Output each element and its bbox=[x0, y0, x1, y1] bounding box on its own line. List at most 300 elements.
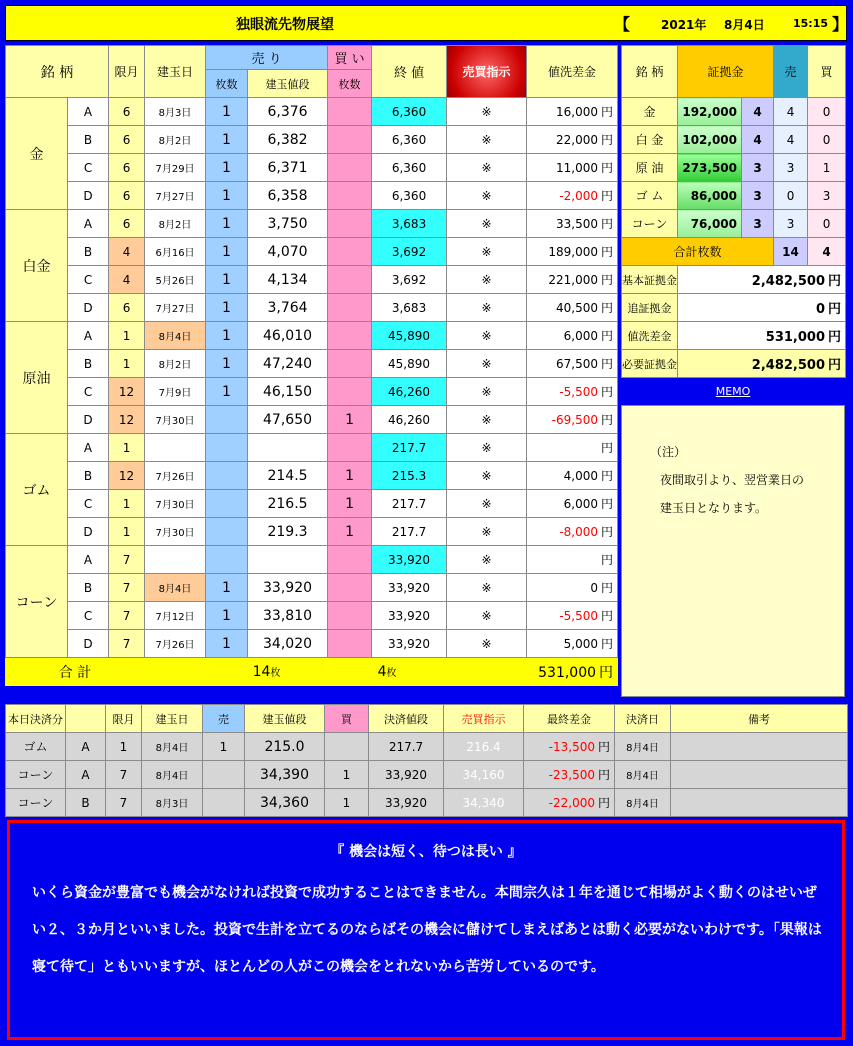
settle-open-price: 215.0 bbox=[245, 733, 325, 761]
margin-total-sell: 14 bbox=[774, 238, 808, 266]
margin-sell: 3 bbox=[774, 210, 808, 238]
contract-key: A bbox=[68, 210, 109, 238]
buy-qty bbox=[328, 574, 372, 602]
open-price: 3,764 bbox=[248, 294, 328, 322]
close-price: 46,260 bbox=[372, 378, 447, 406]
settle-final-value: -13,500 bbox=[548, 740, 595, 754]
settle-hdr-sprice: 決済値段 bbox=[369, 705, 444, 733]
margin-summary-row bbox=[622, 266, 846, 294]
contract-key: A bbox=[68, 546, 109, 574]
table-row bbox=[6, 546, 618, 574]
total-sell-unit: 枚 bbox=[270, 667, 281, 679]
close-price: 3,692 bbox=[372, 266, 447, 294]
total-diff-value: 531,000 bbox=[538, 664, 597, 681]
memo-line: 建玉日となります。 bbox=[660, 501, 768, 515]
table-row bbox=[6, 98, 618, 126]
diff-cell bbox=[527, 210, 618, 238]
summary-label: 基本証拠金 bbox=[622, 266, 678, 294]
sell-qty bbox=[206, 490, 248, 518]
margin-sell: 4 bbox=[774, 126, 808, 154]
yen-unit: 円 bbox=[828, 302, 842, 317]
sell-qty: 1 bbox=[206, 378, 248, 406]
close-price: 6,360 bbox=[372, 126, 447, 154]
settle-month: 7 bbox=[106, 789, 142, 817]
buy-qty bbox=[328, 350, 372, 378]
margin-qty: 4 bbox=[742, 126, 774, 154]
table-row bbox=[6, 434, 618, 462]
diff-value: 11,000 bbox=[556, 161, 599, 175]
margin-qty: 3 bbox=[742, 182, 774, 210]
contract-key: D bbox=[68, 294, 109, 322]
margin-qty: 3 bbox=[742, 210, 774, 238]
table-row bbox=[6, 182, 618, 210]
close-price: 33,920 bbox=[372, 574, 447, 602]
table-row bbox=[6, 126, 618, 154]
table-row bbox=[6, 490, 618, 518]
margin-hdr-sell: 売 bbox=[774, 46, 808, 98]
contract-key: B bbox=[68, 350, 109, 378]
sell-qty bbox=[206, 462, 248, 490]
diff-cell bbox=[527, 574, 618, 602]
close-price: 3,683 bbox=[372, 210, 447, 238]
diff-cell bbox=[527, 322, 618, 350]
open-price: 6,358 bbox=[248, 182, 328, 210]
table-row bbox=[6, 378, 618, 406]
instruction-mark: ※ bbox=[447, 518, 527, 546]
settle-month: 7 bbox=[106, 761, 142, 789]
settle-open-price: 34,390 bbox=[245, 761, 325, 789]
contract-month: 1 bbox=[109, 518, 145, 546]
yen-unit: 円 bbox=[828, 358, 842, 373]
instruction-mark: ※ bbox=[447, 434, 527, 462]
hdr-month: 限月 bbox=[109, 46, 145, 98]
diff-cell bbox=[527, 406, 618, 434]
open-price: 46,010 bbox=[248, 322, 328, 350]
instruction-mark: ※ bbox=[447, 462, 527, 490]
sell-qty: 1 bbox=[206, 574, 248, 602]
contract-month: 12 bbox=[109, 462, 145, 490]
margin-row bbox=[622, 98, 846, 126]
close-price: 33,920 bbox=[372, 630, 447, 658]
margin-brand: 白 金 bbox=[622, 126, 678, 154]
settle-buy: 1 bbox=[325, 761, 369, 789]
close-price: 6,360 bbox=[372, 154, 447, 182]
diff-value: -5,500 bbox=[559, 609, 599, 623]
diff-value: 4,000 bbox=[563, 469, 599, 483]
margin-row bbox=[622, 182, 846, 210]
yen-unit: 円 bbox=[601, 329, 614, 343]
contract-month: 1 bbox=[109, 490, 145, 518]
diff-value: 22,000 bbox=[556, 133, 599, 147]
total-spacer-2 bbox=[447, 658, 527, 686]
contract-month: 7 bbox=[109, 602, 145, 630]
settle-instruction: 34,340 bbox=[444, 789, 524, 817]
contract-month: 6 bbox=[109, 210, 145, 238]
settle-key: B bbox=[66, 789, 106, 817]
hdr-sell-qty: 枚数 bbox=[206, 70, 248, 98]
buy-qty bbox=[328, 602, 372, 630]
settle-open-price: 34,360 bbox=[245, 789, 325, 817]
table-row bbox=[6, 266, 618, 294]
yen-unit: 円 bbox=[597, 768, 610, 782]
open-price: 33,810 bbox=[248, 602, 328, 630]
table-row bbox=[6, 294, 618, 322]
summary-value bbox=[678, 294, 846, 322]
margin-brand: ゴ ム bbox=[622, 182, 678, 210]
open-date: 7月30日 bbox=[145, 406, 206, 434]
yen-unit: 円 bbox=[601, 217, 614, 231]
summary-amount: 0 bbox=[815, 302, 825, 317]
diff-value: 5,000 bbox=[563, 637, 599, 651]
commodity-name: 原油 bbox=[6, 322, 68, 434]
margin-hdr-margin: 証拠金 bbox=[678, 46, 774, 98]
open-date: 7月29日 bbox=[145, 154, 206, 182]
contract-month: 7 bbox=[109, 630, 145, 658]
buy-qty bbox=[328, 378, 372, 406]
settle-open-date: 8月4日 bbox=[142, 733, 203, 761]
instruction-mark: ※ bbox=[447, 630, 527, 658]
contract-month: 4 bbox=[109, 238, 145, 266]
settle-row bbox=[6, 789, 848, 817]
hdr-buy-qty: 枚数 bbox=[328, 70, 372, 98]
margin-buy: 0 bbox=[808, 98, 846, 126]
table-row bbox=[6, 602, 618, 630]
margin-sell: 0 bbox=[774, 182, 808, 210]
bracket-close: 】 bbox=[832, 15, 849, 34]
contract-month: 12 bbox=[109, 378, 145, 406]
margin-hdr-brand: 銘 柄 bbox=[622, 46, 678, 98]
settle-hdr-title: 本日決済分 bbox=[6, 705, 66, 733]
settle-sell bbox=[203, 761, 245, 789]
open-price: 219.3 bbox=[248, 518, 328, 546]
memo-line: 夜間取引より、翌営業日の bbox=[660, 473, 805, 487]
margin-total-row bbox=[622, 238, 846, 266]
summary-label: 追証拠金 bbox=[622, 294, 678, 322]
open-price: 47,240 bbox=[248, 350, 328, 378]
table-row bbox=[6, 406, 618, 434]
diff-value: 189,000 bbox=[548, 245, 599, 259]
settle-note bbox=[671, 789, 848, 817]
margin-brand: 金 bbox=[622, 98, 678, 126]
buy-qty bbox=[328, 630, 372, 658]
contract-month: 6 bbox=[109, 294, 145, 322]
close-price: 217.7 bbox=[372, 434, 447, 462]
sell-qty: 1 bbox=[206, 266, 248, 294]
open-date: 7月30日 bbox=[145, 490, 206, 518]
margin-qty: 3 bbox=[742, 154, 774, 182]
hdr-sell: 売 り bbox=[206, 46, 328, 70]
diff-value: -69,500 bbox=[551, 413, 599, 427]
close-price: 217.7 bbox=[372, 518, 447, 546]
total-spacer bbox=[145, 658, 206, 686]
open-date: 7月12日 bbox=[145, 602, 206, 630]
settle-hdr-sdate: 決済日 bbox=[615, 705, 671, 733]
diff-cell bbox=[527, 434, 618, 462]
contract-month: 6 bbox=[109, 182, 145, 210]
settle-final-value: -22,000 bbox=[548, 796, 595, 810]
instruction-mark: ※ bbox=[447, 350, 527, 378]
contract-key: C bbox=[68, 266, 109, 294]
date-year: 2021年 bbox=[661, 18, 707, 32]
buy-qty bbox=[328, 546, 372, 574]
settle-price: 217.7 bbox=[369, 733, 444, 761]
margin-total-buy: 4 bbox=[808, 238, 846, 266]
margin-row bbox=[622, 126, 846, 154]
instruction-mark: ※ bbox=[447, 378, 527, 406]
hdr-buy: 買 い bbox=[328, 46, 372, 70]
settle-final bbox=[524, 789, 615, 817]
settle-open-date: 8月4日 bbox=[142, 761, 203, 789]
open-date: 7月27日 bbox=[145, 294, 206, 322]
yen-unit: 円 bbox=[601, 245, 614, 259]
margin-total-label: 合計枚数 bbox=[622, 238, 774, 266]
settle-hdr-buy: 買 bbox=[325, 705, 369, 733]
open-date: 8月3日 bbox=[145, 98, 206, 126]
buy-qty bbox=[328, 322, 372, 350]
summary-amount: 2,482,500 bbox=[751, 358, 825, 373]
settle-hdr-month: 限月 bbox=[106, 705, 142, 733]
yen-unit: 円 bbox=[601, 133, 614, 147]
settle-final bbox=[524, 761, 615, 789]
summary-amount: 531,000 bbox=[765, 330, 825, 345]
contract-key: B bbox=[68, 238, 109, 266]
open-price: 6,382 bbox=[248, 126, 328, 154]
diff-cell bbox=[527, 182, 618, 210]
open-price: 216.5 bbox=[248, 490, 328, 518]
diff-cell bbox=[527, 546, 618, 574]
settle-brand: コーン bbox=[6, 789, 66, 817]
instruction-mark: ※ bbox=[447, 154, 527, 182]
yen-unit: 円 bbox=[601, 497, 614, 511]
open-date: 8月2日 bbox=[145, 126, 206, 154]
diff-cell bbox=[527, 518, 618, 546]
contract-month: 4 bbox=[109, 266, 145, 294]
margin-summary-row bbox=[622, 322, 846, 350]
settle-date: 8月4日 bbox=[615, 733, 671, 761]
quote-box bbox=[7, 820, 845, 1040]
open-date: 5月26日 bbox=[145, 266, 206, 294]
settle-final bbox=[524, 733, 615, 761]
total-row bbox=[6, 658, 618, 686]
contract-key: C bbox=[68, 490, 109, 518]
sell-qty: 1 bbox=[206, 602, 248, 630]
diff-cell bbox=[527, 630, 618, 658]
settle-buy bbox=[325, 733, 369, 761]
diff-value: 40,500 bbox=[556, 301, 599, 315]
table-row bbox=[6, 238, 618, 266]
total-buy-value: 4 bbox=[377, 663, 387, 680]
instruction-mark: ※ bbox=[447, 98, 527, 126]
margin-brand: コーン bbox=[622, 210, 678, 238]
settle-price: 33,920 bbox=[369, 789, 444, 817]
contract-key: B bbox=[68, 126, 109, 154]
open-date: 7月9日 bbox=[145, 378, 206, 406]
sell-qty: 1 bbox=[206, 98, 248, 126]
commodity-name: ゴム bbox=[6, 434, 68, 546]
yen-unit: 円 bbox=[597, 796, 610, 810]
contract-key: D bbox=[68, 406, 109, 434]
open-price bbox=[248, 434, 328, 462]
hdr-date: 建玉日 bbox=[145, 46, 206, 98]
instruction-mark: ※ bbox=[447, 126, 527, 154]
buy-qty bbox=[328, 434, 372, 462]
hdr-close: 終 値 bbox=[372, 46, 447, 98]
yen-unit: 円 bbox=[601, 525, 614, 539]
yen-unit: 円 bbox=[828, 330, 842, 345]
sell-qty: 1 bbox=[206, 126, 248, 154]
hdr-diff: 値洗差金 bbox=[527, 46, 618, 98]
buy-qty: 1 bbox=[328, 518, 372, 546]
diff-cell bbox=[527, 154, 618, 182]
settle-hdr-date: 建玉日 bbox=[142, 705, 203, 733]
contract-key: C bbox=[68, 378, 109, 406]
open-price: 3,750 bbox=[248, 210, 328, 238]
date-monthday: 8月4日 bbox=[724, 18, 765, 32]
sell-qty: 1 bbox=[206, 322, 248, 350]
settle-month: 1 bbox=[106, 733, 142, 761]
margin-amount: 76,000 bbox=[678, 210, 742, 238]
margin-amount: 86,000 bbox=[678, 182, 742, 210]
sell-qty bbox=[206, 546, 248, 574]
buy-qty bbox=[328, 126, 372, 154]
diff-cell bbox=[527, 490, 618, 518]
open-price: 34,020 bbox=[248, 630, 328, 658]
instruction-mark: ※ bbox=[447, 406, 527, 434]
table-row bbox=[6, 210, 618, 238]
open-price: 6,371 bbox=[248, 154, 328, 182]
yen-unit: 円 bbox=[601, 301, 614, 315]
summary-value bbox=[678, 350, 846, 378]
settle-brand: ゴム bbox=[6, 733, 66, 761]
contract-month: 6 bbox=[109, 126, 145, 154]
memo-panel bbox=[621, 405, 845, 697]
settle-instruction: 34,160 bbox=[444, 761, 524, 789]
diff-cell bbox=[527, 266, 618, 294]
sell-qty: 1 bbox=[206, 238, 248, 266]
contract-key: D bbox=[68, 182, 109, 210]
diff-value: 33,500 bbox=[556, 217, 599, 231]
table-row bbox=[6, 518, 618, 546]
positions-table bbox=[5, 45, 618, 686]
settle-hdr-note: 備考 bbox=[671, 705, 848, 733]
open-price: 4,070 bbox=[248, 238, 328, 266]
close-price: 3,692 bbox=[372, 238, 447, 266]
open-date: 6月16日 bbox=[145, 238, 206, 266]
buy-qty bbox=[328, 238, 372, 266]
contract-key: C bbox=[68, 154, 109, 182]
table-row bbox=[6, 462, 618, 490]
hdr-brand: 銘 柄 bbox=[6, 46, 109, 98]
open-date: 7月27日 bbox=[145, 182, 206, 210]
title-bar bbox=[5, 5, 847, 41]
margin-amount: 273,500 bbox=[678, 154, 742, 182]
settle-hdr-final: 最終差金 bbox=[524, 705, 615, 733]
table-row bbox=[6, 574, 618, 602]
instruction-mark: ※ bbox=[447, 602, 527, 630]
sell-qty: 1 bbox=[206, 210, 248, 238]
instruction-mark: ※ bbox=[447, 546, 527, 574]
open-date bbox=[145, 434, 206, 462]
buy-qty bbox=[328, 154, 372, 182]
contract-key: D bbox=[68, 518, 109, 546]
quote-title: 『 機会は短く、待つは長い 』 bbox=[330, 844, 522, 860]
margin-amount: 102,000 bbox=[678, 126, 742, 154]
diff-value: 0 bbox=[590, 581, 599, 595]
open-date: 8月2日 bbox=[145, 210, 206, 238]
settlement-table bbox=[5, 704, 848, 817]
summary-amount: 2,482,500 bbox=[751, 274, 825, 289]
commodity-name: 白金 bbox=[6, 210, 68, 322]
contract-month: 1 bbox=[109, 322, 145, 350]
yen-unit: 円 bbox=[601, 637, 614, 651]
instruction-mark: ※ bbox=[447, 322, 527, 350]
diff-cell bbox=[527, 350, 618, 378]
open-date: 7月26日 bbox=[145, 630, 206, 658]
yen-unit: 円 bbox=[601, 609, 614, 623]
diff-cell bbox=[527, 98, 618, 126]
sell-qty bbox=[206, 406, 248, 434]
total-unit: 円 bbox=[599, 664, 614, 681]
settle-row bbox=[6, 733, 848, 761]
contract-key: A bbox=[68, 322, 109, 350]
table-row bbox=[6, 350, 618, 378]
settle-sell: 1 bbox=[203, 733, 245, 761]
contract-month: 1 bbox=[109, 434, 145, 462]
commodity-name: コーン bbox=[6, 546, 68, 658]
yen-unit: 円 bbox=[597, 740, 610, 754]
sell-qty: 1 bbox=[206, 350, 248, 378]
contract-key: B bbox=[68, 462, 109, 490]
total-buy-unit: 枚 bbox=[386, 667, 397, 679]
margin-qty: 4 bbox=[742, 98, 774, 126]
contract-month: 6 bbox=[109, 98, 145, 126]
diff-cell bbox=[527, 602, 618, 630]
instruction-mark: ※ bbox=[447, 182, 527, 210]
diff-value: -2,000 bbox=[559, 189, 599, 203]
settle-hdr-sell: 売 bbox=[203, 705, 245, 733]
open-date: 8月4日 bbox=[145, 322, 206, 350]
close-price: 217.7 bbox=[372, 490, 447, 518]
margin-row bbox=[622, 210, 846, 238]
margin-summary-row bbox=[622, 294, 846, 322]
open-price bbox=[248, 546, 328, 574]
settle-instruction: 216.4 bbox=[444, 733, 524, 761]
instruction-mark: ※ bbox=[447, 266, 527, 294]
yen-unit: 円 bbox=[601, 441, 614, 455]
margin-table bbox=[621, 45, 846, 378]
contract-month: 7 bbox=[109, 574, 145, 602]
sell-qty bbox=[206, 434, 248, 462]
yen-unit: 円 bbox=[601, 581, 614, 595]
yen-unit: 円 bbox=[601, 413, 614, 427]
commodity-name: 金 bbox=[6, 98, 68, 210]
instruction-mark: ※ bbox=[447, 238, 527, 266]
close-price: 215.3 bbox=[372, 462, 447, 490]
time: 15:15 bbox=[793, 17, 829, 30]
instruction-mark: ※ bbox=[447, 490, 527, 518]
memo-link[interactable]: MEMO bbox=[715, 385, 751, 398]
settle-hdr-blank bbox=[66, 705, 106, 733]
hdr-instruction: 売買指示 bbox=[447, 46, 527, 98]
buy-qty bbox=[328, 294, 372, 322]
contract-key: C bbox=[68, 602, 109, 630]
margin-amount: 192,000 bbox=[678, 98, 742, 126]
buy-qty bbox=[328, 266, 372, 294]
contract-key: B bbox=[68, 574, 109, 602]
buy-qty bbox=[328, 182, 372, 210]
diff-value: 67,500 bbox=[556, 357, 599, 371]
diff-value: 6,000 bbox=[563, 329, 599, 343]
